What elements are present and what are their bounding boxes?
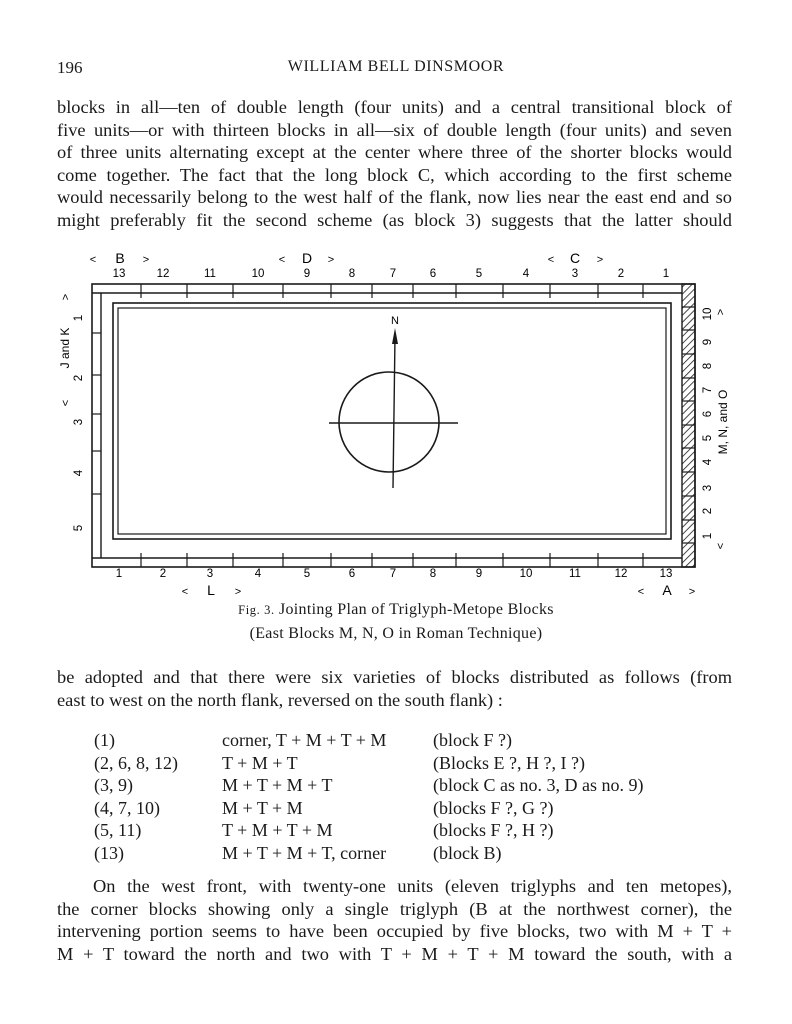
text-line: be adopted and that there were six varieties of blocks distributed as follows (from [57, 667, 732, 687]
block-number: 13 [659, 568, 673, 580]
block-number: 1 [662, 268, 670, 280]
top-bracket-d [279, 250, 334, 266]
figure-label: Fig. 3. [238, 603, 275, 617]
bracket-right-mark: > [688, 586, 696, 598]
positions-cell: (2, 6, 8, 12) [94, 752, 178, 773]
text-line: On the west front, with twenty-one units (eleven triglyphs and ten metopes), [93, 876, 732, 896]
compass-north-line [393, 336, 395, 488]
block-number: 10 [251, 268, 265, 280]
block-number: 3 [206, 568, 214, 580]
blocks-cell: (Blocks E ?, H ?, I ?) [433, 752, 585, 773]
block-number: 8 [429, 568, 437, 580]
figure-subtitle: (East Blocks M, N, O in Roman Technique) [249, 625, 543, 642]
block-number: 12 [156, 268, 170, 280]
block-number: 12 [614, 568, 628, 580]
formula-cell: M + T + M + T [222, 775, 333, 795]
text-line: the corner blocks showing only a single triglyph (B at the northwest corner), the [57, 898, 732, 919]
positions-cell: (1) [94, 730, 115, 750]
north-arrow-icon [392, 328, 398, 344]
figure-caption [0, 601, 792, 619]
block-number: 4 [702, 458, 714, 466]
text-line: five units—or with thirteen blocks in all—six of double length (four units) and seven [57, 119, 732, 140]
text-line: blocks in all—ten of double length (four units) and a central transitional block of [57, 97, 732, 117]
bottom-bracket-a [638, 582, 695, 598]
top-bracket-c [548, 250, 603, 266]
block-number: 7 [389, 268, 397, 280]
text-line: would necessarily belong to the west half of the flank, now lies near the east end and so [57, 187, 732, 207]
bracket-left-mark: < [637, 586, 645, 598]
block-number: 8 [348, 268, 356, 280]
top-bracket-b [90, 250, 149, 266]
text-line: might preferably fit the second scheme (as block 3) suggests that the latter should [57, 209, 732, 230]
cella-inner-outline [118, 308, 666, 534]
formula-cell: M + T + M [222, 797, 303, 818]
bracket-letter: D [301, 250, 313, 266]
block-number: 6 [429, 268, 437, 280]
bracket-right-mark: > [142, 254, 150, 266]
block-number: 5 [475, 268, 483, 280]
figure-title: Jointing Plan of Triglyph-Metope Blocks [278, 601, 554, 618]
block-number: 2 [159, 568, 167, 580]
paragraph-mid [57, 666, 732, 711]
block-number: 8 [702, 362, 714, 370]
block-number: 4 [73, 469, 85, 477]
block-number: 9 [702, 338, 714, 346]
block-number: 11 [204, 268, 216, 280]
north-label: N [391, 315, 399, 327]
block-number: 5 [702, 434, 714, 442]
north-compass [329, 315, 458, 488]
block-number: 13 [112, 268, 126, 280]
bracket-left-mark: < [89, 254, 97, 266]
bracket-left-mark: < [278, 254, 286, 266]
positions-cell: (4, 7, 10) [94, 797, 160, 818]
block-number: 1 [702, 532, 714, 540]
block-number: 2 [617, 268, 625, 280]
right-side-label [715, 309, 730, 549]
bracket-letter: C [569, 250, 581, 266]
text-line: come together. The fact that the long block C, which according to the first scheme [57, 164, 732, 185]
block-number: 5 [73, 524, 85, 532]
text-line: M + T toward the north and two with T + M + T + M toward the south, with a [57, 943, 732, 964]
block-number: 1 [115, 568, 123, 580]
bracket-mark: < [715, 542, 727, 550]
bracket-mark: > [715, 308, 727, 316]
block-number: 10 [519, 568, 533, 580]
block-number: 6 [702, 410, 714, 418]
bottom-bracket-l [182, 582, 241, 598]
block-number: 3 [702, 484, 714, 492]
bracket-right-mark: > [327, 254, 335, 266]
block-number: 9 [475, 568, 483, 580]
block-number: 4 [522, 268, 530, 280]
text-line: east to west on the north flank, reversed on the south flank) : [57, 689, 503, 710]
bracket-right-mark: > [234, 586, 242, 598]
formula-cell: corner, T + M + T + M [222, 730, 387, 750]
positions-cell: (5, 11) [94, 820, 142, 840]
block-number: 6 [348, 568, 356, 580]
block-number: 3 [73, 418, 85, 426]
formula-cell: T + M + T [222, 752, 298, 773]
page-number: 196 [57, 58, 83, 77]
positions-cell: (13) [94, 842, 124, 863]
left-label-text: J and K [58, 327, 72, 369]
bracket-mark: < [60, 399, 72, 407]
right-label-text: M, N, and O [716, 389, 730, 455]
text-line: intervening portion seems to have been occupied by five blocks, two with M + T + [57, 921, 732, 941]
bracket-mark: > [60, 293, 72, 301]
bottom-block-numbers [116, 568, 673, 580]
block-number: 2 [73, 374, 85, 382]
left-block-numbers [73, 315, 85, 531]
block-number: 3 [571, 268, 579, 280]
cella-outline [113, 303, 671, 539]
positions-cell: (3, 9) [94, 775, 133, 795]
block-number: 5 [303, 568, 311, 580]
left-side-label [58, 294, 72, 406]
blocks-cell: (blocks F ?, G ?) [433, 797, 554, 818]
block-number: 7 [389, 568, 397, 580]
bracket-letter: A [662, 582, 672, 598]
bracket-right-mark: > [596, 254, 604, 266]
right-block-numbers [702, 308, 714, 540]
block-number: 10 [702, 307, 714, 321]
formula-cell: M + T + M + T, corner [222, 842, 387, 863]
blocks-cell: (block C as no. 3, D as no. 9) [433, 775, 644, 795]
bracket-left-mark: < [547, 254, 555, 266]
blocks-cell: (blocks F ?, H ?) [433, 820, 554, 840]
compass-circle [339, 372, 439, 472]
bracket-letter: L [207, 582, 215, 598]
block-number: 9 [303, 268, 311, 280]
formula-cell: T + M + T + M [222, 820, 333, 840]
blocks-cell: (block F ?) [433, 730, 512, 750]
block-number: 11 [569, 568, 581, 580]
bracket-letter: B [115, 250, 125, 266]
text-line: of three units alternating except at the center where three of the shorter blocks would [57, 142, 732, 162]
block-number: 1 [73, 314, 85, 322]
running-head: WILLIAM BELL DINSMOOR [287, 58, 505, 75]
block-number: 7 [702, 386, 714, 394]
block-number: 2 [702, 507, 714, 515]
paragraph-bottom [57, 875, 732, 965]
block-number: 4 [254, 568, 262, 580]
bracket-left-mark: < [181, 586, 189, 598]
blocks-cell: (block B) [433, 842, 502, 863]
top-block-numbers [113, 268, 670, 280]
